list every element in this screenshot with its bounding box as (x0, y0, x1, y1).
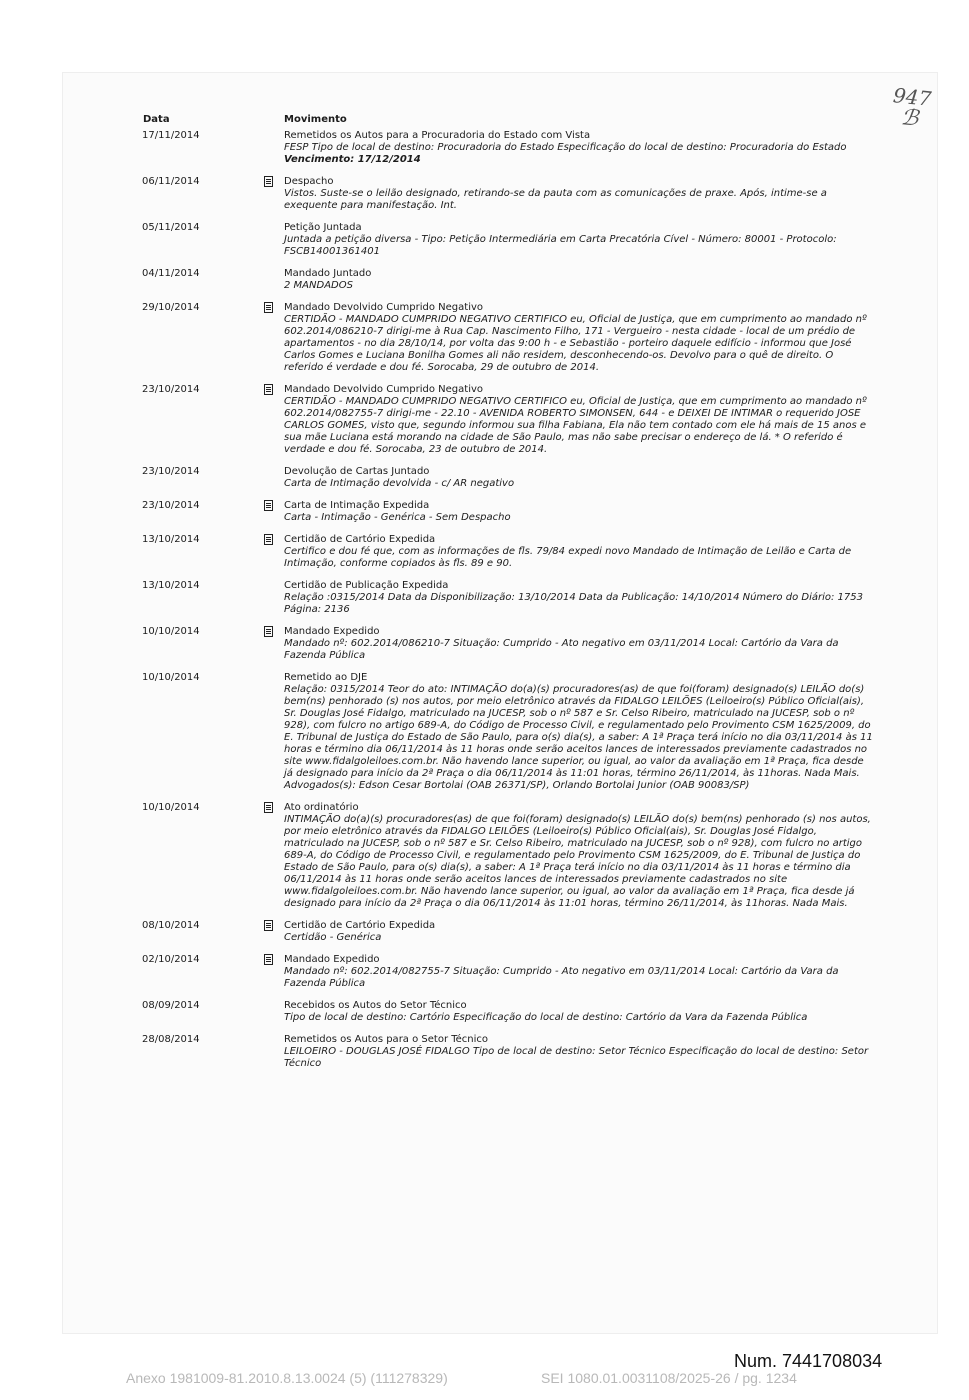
document-icon[interactable] (264, 626, 273, 637)
entry-date: 08/09/2014 (142, 1000, 200, 1011)
annex-reference: Anexo 1981009-81.2010.8.13.0024 (5) (111278329) (126, 1370, 448, 1386)
entry-date: 13/10/2014 (142, 580, 200, 591)
entry-date: 06/11/2014 (142, 176, 200, 187)
entry-detail: CERTIDÃO - MANDADO CUMPRIDO NEGATIVO CERTIFICO eu, Oficial de Justiça, que em cumprimento ao mandado nº 602.2014/082755-7 dirigi-me - 22.10 - AVENIDA ROBERTO SIMONSEN, 644 - e DEIXEI DE INTIMAR o requerido JOSE CARLOS GOMES, visto que, segundo informou sua filha Fabiana, Ela não tem contado com ele há mais de 15 anos e sua mãe Luciana está morando na cidade de São Paulo, mas não sabe precisar o endereço de lá. * O referido é verdade e dou fé. Sorocaba, 23 de outubro de 2014. (284, 396, 867, 455)
list-item (0, 672, 969, 792)
handwritten-initials: ℬ (899, 105, 920, 132)
entry-title: Certidão de Cartório Expedida (284, 920, 436, 931)
entry-detail: Vistos. Suste-se o leilão designado, retirando-se da pauta com as comunicações de praxe. Após, intime-se a exequente para manifestação. Int. (284, 188, 827, 211)
entry-detail: Certifico e dou fé que, com as informações de fls. 79/84 expedi novo Mandado de Intimação de Leilão e Carta de Intimação, conforme copiados às fls. 89 e 90. (284, 546, 852, 569)
entry-body (284, 672, 874, 792)
entry-title: Certidão de Cartório Expedida (284, 534, 436, 545)
entry-title: Mandado Devolvido Cumprido Negativo (284, 384, 484, 395)
entry-title: Remetido ao DJE (284, 672, 368, 683)
entry-date: 08/10/2014 (142, 920, 200, 931)
table-header (0, 114, 969, 128)
column-header-movement: Movimento (284, 114, 347, 125)
entry-detail: Carta de Intimação devolvida - c/ AR negativo (284, 478, 515, 489)
entry-body (284, 268, 874, 292)
entry-date: 28/08/2014 (142, 1034, 200, 1045)
entry-body (284, 580, 874, 616)
entry-title: Devolução de Cartas Juntado (284, 466, 430, 477)
document-icon[interactable] (264, 176, 273, 187)
entry-detail: LEILOEIRO - DOUGLAS JOSÉ FIDALGO Tipo de local de destino: Setor Técnico Especificação do local de destino: Setor Técnico (284, 1046, 869, 1069)
entry-detail: INTIMAÇÃO do(a)(s) procuradores(as) de que foi(foram) designado(s) LEILÃO do(s) bem(ns) penhorado (s) nos autos, por meio eletrônico através da FIDALGO LEILÕES (Leiloeiro(s) Público Oficial(ais), Sr. Douglas José Fidalgo, matriculado na JUCESP, sob o nº 587 e Sr. Celso Ribeiro, matriculado na JUCESP, sob o nº 928), com fulcro no artigo 689-A, do Código de Processo Civil, e regulamentado pelo Provimento CSM 1625/2009, do E. Tribunal de Justiça do Estado de São Paulo, para o(s) dia(s), a saber: A 1ª Praça terá início no dia 03/11/2014 às 11 horas e término dia 06/11/2014 às 11 horas onde serão aceitos lances de interessados previamente cadastrados no site www.fidalgoleiloes.com.br. Não havendo lance superior, ou igual, ao valor da avaliação em 1ª Praça, fica desde já designado para início da 2ª Praça o dia 06/11/2014 às 11:01 horas, término 26/11/2014, às 11horas. Nada Mais. (284, 814, 871, 909)
entry-title: Remetidos os Autos para o Setor Técnico (284, 1034, 489, 1045)
document-number: Num. 7441708034 (734, 1351, 883, 1371)
list-item (0, 384, 969, 456)
entry-title: Mandado Expedido (284, 954, 380, 965)
entry-date: 10/10/2014 (142, 802, 200, 813)
entry-detail: Carta - Intimação - Genérica - Sem Despacho (284, 512, 511, 523)
entry-body (284, 500, 874, 524)
list-item (0, 500, 969, 524)
entry-title: Ato ordinatório (284, 802, 359, 813)
list-item (0, 222, 969, 258)
list-item (0, 1034, 969, 1070)
sei-reference: SEI 1080.01.0031108/2025-26 / pg. 1234 (541, 1370, 797, 1386)
document-icon[interactable] (264, 534, 273, 545)
list-item (0, 268, 969, 292)
entry-detail: Certidão - Genérica (284, 932, 382, 943)
entry-date: 23/10/2014 (142, 384, 200, 395)
movement-list (0, 130, 969, 1080)
entry-date: 04/11/2014 (142, 268, 200, 279)
entry-detail: Relação: 0315/2014 Teor do ato: INTIMAÇÃO do(a)(s) procuradores(as) de que foi(foram) designado(s) LEILÃO do(s) bem(ns) penhorado (s) nos autos, por meio eletrônico através da FIDALGO LEILÕES (Leiloeiro(s) Público Oficial(ais), Sr. Douglas José Fidalgo, matriculado na JUCESP, sob o nº 587 e Sr. Celso Ribeiro, matriculado na JUCESP, sob o nº 928), com fulcro no artigo 689-A, do Código de Processo Civil, e regulamentado pelo Provimento CSM 1625/2009, do E. Tribunal de Justiça do Estado de São Paulo, para o(s) dia(s), a saber: A 1ª Praça terá início no dia 03/11/2014 às 11 horas e término dia 06/11/2014 às 11 horas onde serão aceitos lances de interessados previamente cadastrados no site www.fidalgoleiloes.com.br. Não havendo lance superior, ou igual, ao valor da avaliação em 1ª Praça, fica desde já designado para início da 2ª Praça o dia 06/11/2014 às 11:01 horas, término 26/11/2014, às 11horas. Nada Mais. Advogados(s): Edson Cesar Bortolai (OAB 26371/SP), Orlando Bortolai Junior (OAB 90083/SP) (284, 684, 873, 791)
list-item (0, 580, 969, 616)
list-item (0, 802, 969, 910)
entry-body (284, 802, 874, 910)
entry-body (284, 534, 874, 570)
document-icon[interactable] (264, 302, 273, 313)
entry-date: 02/10/2014 (142, 954, 200, 965)
entry-body (284, 176, 874, 212)
entry-date: 13/10/2014 (142, 534, 200, 545)
entry-date: 23/10/2014 (142, 466, 200, 477)
entry-body (284, 384, 874, 456)
entry-body (284, 1000, 874, 1024)
list-item (0, 534, 969, 570)
entry-body (284, 466, 874, 490)
entry-body (284, 954, 874, 990)
list-item (0, 920, 969, 944)
entry-due-date: Vencimento: 17/12/2014 (284, 154, 421, 165)
list-item (0, 176, 969, 212)
document-icon[interactable] (264, 500, 273, 511)
entry-detail: Tipo de local de destino: Cartório Especificação do local de destino: Cartório da Vara da Fazenda Pública (284, 1012, 808, 1023)
entry-detail: Relação :0315/2014 Data da Disponibilização: 13/10/2014 Data da Publicação: 14/10/2014 Número do Diário: 1753 Página: 2136 (284, 592, 863, 615)
entry-date: 10/10/2014 (142, 672, 200, 683)
entry-detail: Juntada a petição diversa - Tipo: Petição Intermediária em Carta Precatória Cível - Número: 80001 - Protocolo: FSCB14001361401 (284, 234, 837, 257)
entry-title: Certidão de Publicação Expedida (284, 580, 449, 591)
entry-body (284, 302, 874, 374)
entry-detail: CERTIDÃO - MANDADO CUMPRIDO NEGATIVO CERTIFICO eu, Oficial de Justiça, que em cumprimento ao mandado nº 602.2014/086210-7 dirigi-me à Rua Cap. Nascimento Filho, 171 - Vergueiro - nesta cidade - local de um prédio de apartamentos - no dia 28/10/14, por volta das 9:00 h - e Sebastião - porteiro daquele edifício - informou que José Carlos Gomes e Luciana Bonilha Gomes ali não residem, desconhecendo-os. Devolvo para o quê de direito. O referido é verdade e dou fé. Sorocaba, 29 de outubro de 2014. (284, 314, 867, 373)
handwritten-number: 947 (892, 83, 933, 111)
document-icon[interactable] (264, 954, 273, 965)
list-item (0, 954, 969, 990)
entry-date: 05/11/2014 (142, 222, 200, 233)
entry-title: Mandado Juntado (284, 268, 372, 279)
entry-title: Recebidos os Autos do Setor Técnico (284, 1000, 467, 1011)
entry-detail: 2 MANDADOS (284, 280, 353, 291)
entry-body (284, 626, 874, 662)
entry-detail: Mandado nº: 602.2014/082755-7 Situação: Cumprido - Ato negativo em 03/11/2014 Local: Cartório da Vara da Fazenda Pública (284, 966, 839, 989)
entry-title: Remetidos os Autos para a Procuradoria do Estado com Vista (284, 130, 591, 141)
entry-title: Petição Juntada (284, 222, 362, 233)
document-icon[interactable] (264, 384, 273, 395)
list-item (0, 626, 969, 662)
entry-detail: FESP Tipo de local de destino: Procuradoria do Estado Especificação do local de destino: Procuradoria do Estado (284, 142, 847, 153)
list-item (0, 466, 969, 490)
entry-title: Mandado Devolvido Cumprido Negativo (284, 302, 484, 313)
document-icon[interactable] (264, 802, 273, 813)
entry-body (284, 222, 874, 258)
entry-date: 23/10/2014 (142, 500, 200, 511)
column-header-date: Data (143, 114, 170, 125)
entry-body (284, 1034, 874, 1070)
list-item (0, 130, 969, 166)
entry-date: 17/11/2014 (142, 130, 200, 141)
entry-title: Despacho (284, 176, 334, 187)
entry-date: 29/10/2014 (142, 302, 200, 313)
entry-title: Carta de Intimação Expedida (284, 500, 430, 511)
entry-date: 10/10/2014 (142, 626, 200, 637)
entry-body (284, 130, 874, 166)
entry-body (284, 920, 874, 944)
entry-title: Mandado Expedido (284, 626, 380, 637)
document-icon[interactable] (264, 920, 273, 931)
list-item (0, 1000, 969, 1024)
list-item (0, 302, 969, 374)
entry-detail: Mandado nº: 602.2014/086210-7 Situação: Cumprido - Ato negativo em 03/11/2014 Local: Cartório da Vara da Fazenda Pública (284, 638, 839, 661)
